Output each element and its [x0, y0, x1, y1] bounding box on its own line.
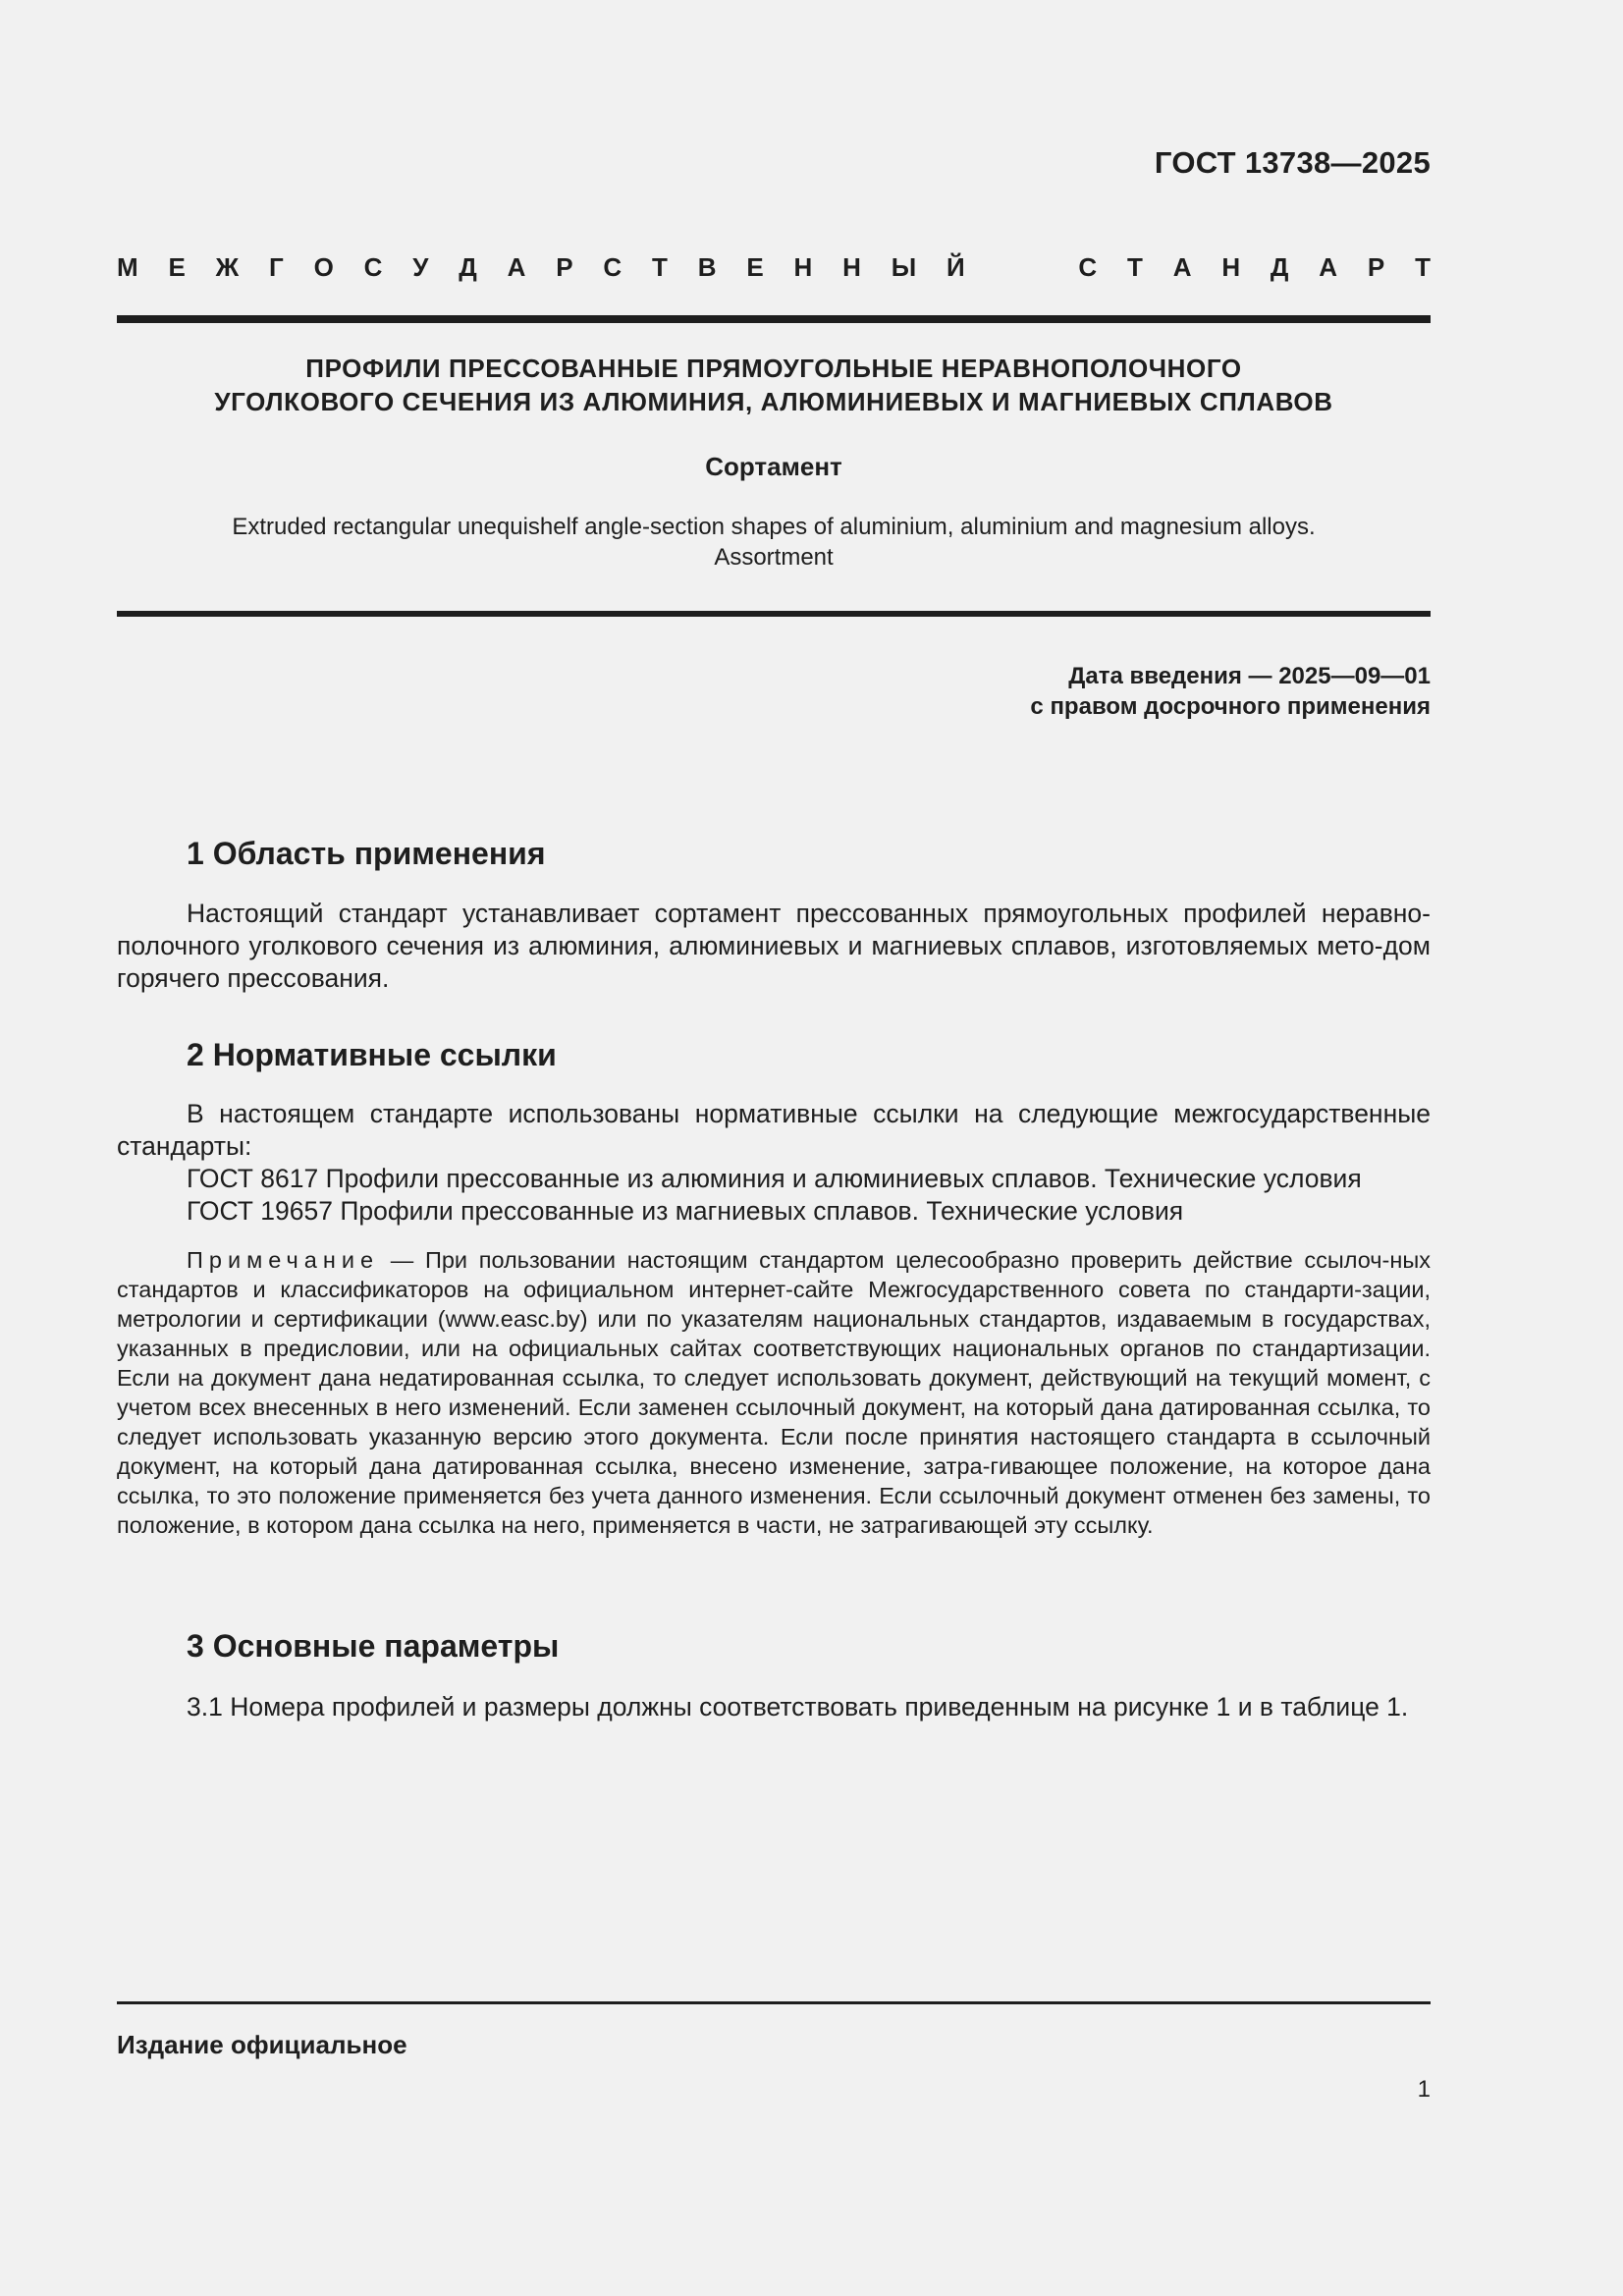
standard-type-letter: М: [117, 252, 138, 282]
page-number: 1: [1417, 2076, 1431, 2103]
standard-type-letter: Н: [793, 252, 813, 282]
standard-type-letter: Д: [459, 252, 477, 282]
standard-type-letter: Т: [652, 252, 668, 282]
footer-divider: [117, 2001, 1431, 2004]
document-subtitle: Сортамент: [705, 452, 842, 481]
english-title: [117, 512, 1431, 573]
standard-type-letter: Е: [168, 252, 186, 282]
standard-type-letter: Р: [556, 252, 573, 282]
standard-type-letter: С: [1078, 252, 1098, 282]
introduction-date: Дата введения — 2025—09—01: [1068, 663, 1431, 689]
english-title-line-2: Assortment: [714, 544, 834, 571]
standard-type-letter: С: [363, 252, 383, 282]
introduction-date-block: [1030, 661, 1431, 722]
document-number: ГОСТ 13738—2025: [1154, 145, 1431, 180]
standard-type-letter: Ж: [215, 252, 240, 282]
word-gap: [996, 252, 1049, 283]
standard-type-letter: Т: [1126, 252, 1143, 282]
reference-gost-8617: ГОСТ 8617 Профили прессованные из алюминия и алюминиевых сплавов. Технические условия: [187, 1164, 1362, 1193]
standard-type-letter: Д: [1270, 252, 1289, 282]
english-title-line-1: Extruded rectangular unequishelf angle-section shapes of aluminium, aluminium and magnesium alloys.: [232, 514, 1316, 540]
section-1-heading: 1 Область применения: [187, 836, 546, 871]
note-dash: —: [379, 1247, 425, 1273]
top-divider: [117, 315, 1431, 323]
standard-type-letter: Ы: [891, 252, 917, 282]
standard-type-letter: А: [1172, 252, 1192, 282]
standard-type-heading: [117, 252, 1431, 283]
standard-type-letter: Е: [746, 252, 764, 282]
title-line-2: УГОЛКОВОГО СЕЧЕНИЯ ИЗ АЛЮМИНИЯ, АЛЮМИНИЕВЫХ И МАГНИЕВЫХ СПЛАВОВ: [214, 387, 1333, 416]
section-2-text: В настоящем стандарте использованы нормативные ссылки на следующие межгосударственные стандарты:: [117, 1099, 1431, 1161]
standard-type-letter: У: [412, 252, 429, 282]
note-text: При пользовании настоящим стандартом целесообразно проверить действие ссылоч-ных стандартов и классификаторов на официальном интернет-сайте Межгосударственного совета по стандарти-зации, метрологии и сертификации (www.easc.by) или по указателям национальных стандартов, издаваемым в государствах, указанных в предисловии, или на официальных сайтах соответствующих национальных органов по стандартизации. Если на документ дана недатированная ссылка, то следует использовать документ, действующий на текущий момент, с учетом всех внесенных в него изменений. Если заменен ссылочный документ, на который дана датированная ссылка, то следует использовать указанную версию этого документа. Если после принятия настоящего стандарта в ссылочный документ, на который дана датированная ссылка, внесено изменение, затра-гивающее положение, на которое дана ссылка, то это положение применяется без учета данного изменения. Если ссылочный документ отменен без замены, то положение, в котором дана ссылка на него, применяется в части, не затрагивающей эту ссылку.: [117, 1247, 1431, 1538]
standard-type-letter: С: [603, 252, 622, 282]
title-line-1: ПРОФИЛИ ПРЕССОВАННЫЕ ПРЯМОУГОЛЬНЫЕ НЕРАВНОПОЛОЧНОГО: [305, 354, 1242, 383]
document-title: [117, 352, 1431, 418]
standard-type-letter: Н: [842, 252, 861, 282]
section-2-heading: 2 Нормативные ссылки: [187, 1037, 557, 1072]
standard-type-letter: А: [1319, 252, 1338, 282]
note-label: Примечание: [187, 1247, 380, 1273]
standard-type-letter: Н: [1221, 252, 1241, 282]
section-3-text: 3.1 Номера профилей и размеры должны соответствовать приведенным на рисунке 1 и в таблице 1.: [187, 1692, 1409, 1722]
standard-type-letter: Г: [269, 252, 284, 282]
section-3-heading: 3 Основные параметры: [187, 1628, 560, 1664]
note-paragraph: [117, 1245, 1431, 1540]
standard-type-letter: А: [507, 252, 526, 282]
standard-type-letter: В: [697, 252, 717, 282]
document-page: [117, 0, 1431, 2296]
early-use-note: с правом досрочного применения: [1030, 693, 1431, 720]
standard-type-letter: О: [313, 252, 334, 282]
reference-gost-19657: ГОСТ 19657 Профили прессованные из магниевых сплавов. Технические условия: [187, 1196, 1184, 1226]
middle-divider: [117, 611, 1431, 617]
standard-type-letter: Р: [1367, 252, 1385, 282]
standard-type-letter: Й: [947, 252, 965, 282]
official-edition-label: Издание официальное: [117, 2030, 407, 2059]
section-1-text: Настоящий стандарт устанавливает сортамент прессованных прямоугольных профилей неравно-полочного уголкового сечения из алюминия, алюминиевых и магниевых сплавов, изготовляемых мето-дом горячего прессования.: [117, 899, 1431, 993]
standard-type-letter: Т: [1415, 252, 1431, 282]
